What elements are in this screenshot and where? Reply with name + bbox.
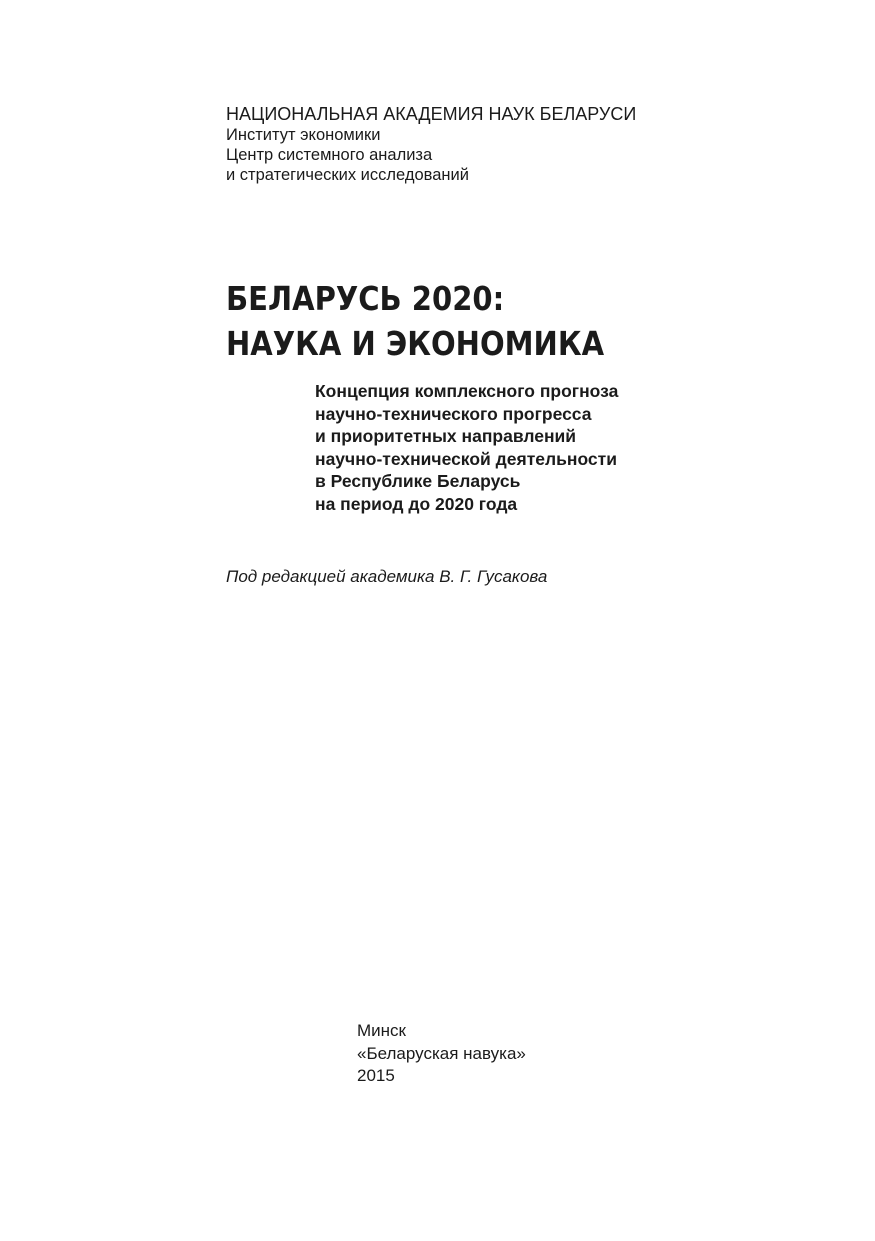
subtitle-line-1: Концепция комплексного прогноза — [315, 381, 619, 401]
subtitle-line-2: научно-технического прогресса — [315, 403, 592, 424]
editor-credit: Под редакцией академика В. Г. Гусакова — [226, 567, 548, 586]
subtitle-line-4: научно-технической деятельности — [315, 448, 617, 469]
subtitle-line-3: и приоритетных направлений — [315, 426, 577, 446]
center-name-line-1: Центр системного анализа — [226, 146, 433, 164]
imprint-year: 2015 — [357, 1066, 395, 1085]
book-title-line-1: БЕЛАРУСЬ 2020: — [226, 279, 505, 318]
institution-header — [226, 103, 636, 185]
imprint-publisher: «Беларуская навука» — [357, 1043, 526, 1063]
imprint — [357, 1020, 526, 1088]
book-title-line-2: НАУКА И ЭКОНОМИКА — [226, 324, 605, 363]
institute-name: Институт экономики — [226, 126, 381, 144]
imprint-city: Минск — [357, 1021, 406, 1040]
book-subtitle — [315, 380, 618, 515]
academy-name: НАЦИОНАЛЬНАЯ АКАДЕМИЯ НАУК БЕЛАРУСИ — [226, 104, 637, 124]
subtitle-line-5: в Республике Беларусь — [315, 471, 521, 491]
center-name-line-2: и стратегических исследований — [226, 166, 469, 184]
subtitle-line-6: на период до 2020 года — [315, 493, 518, 514]
book-title — [226, 276, 604, 366]
